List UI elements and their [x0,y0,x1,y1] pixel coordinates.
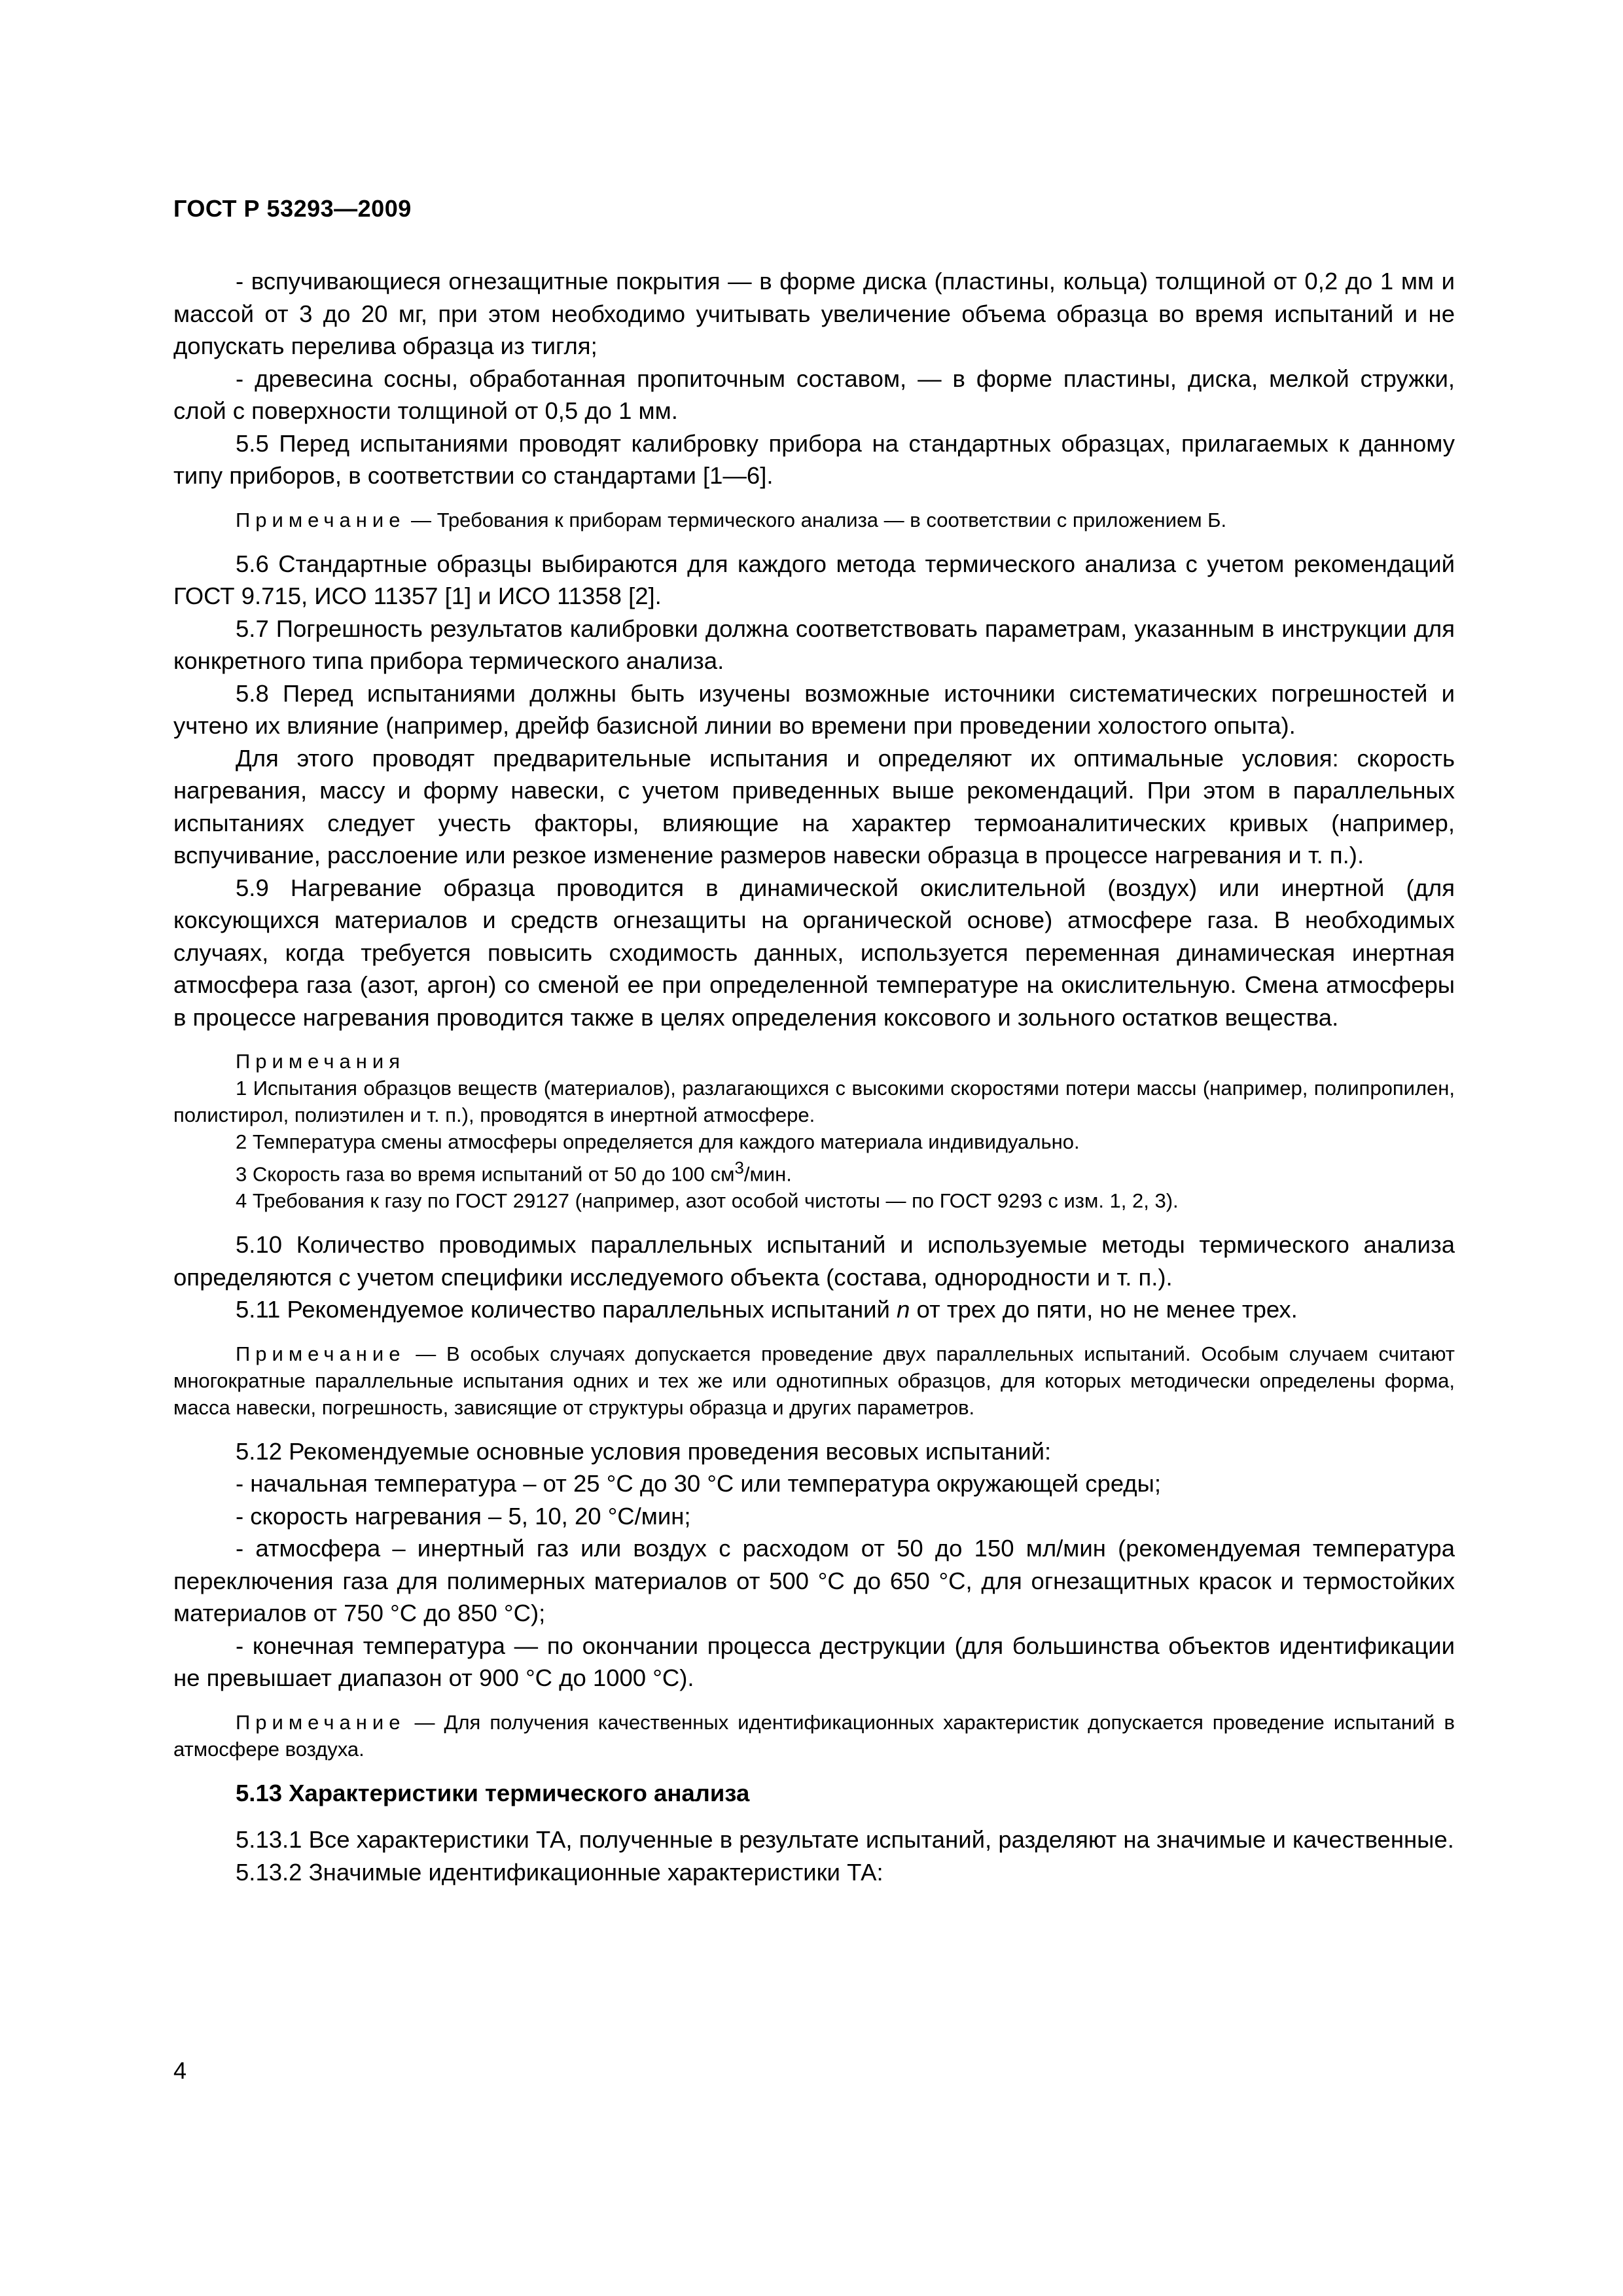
paragraph-text: 5.11 Рекомендуемое количество параллельных испытаний [236,1296,897,1323]
note-text: — Для получения качественных идентификационных характеристик допускается проведение испытаний в атмосфере воздуха. [173,1710,1455,1761]
note-text: — В особых случаях допускается проведение двух параллельных испытаний. Особым случаем считают многократные параллельные испытания одних и тех же или однотипных образцов, для которых методически определены форма, масса навески, погрешность, зависящие от структуры образца и других параметров. [173,1342,1455,1419]
notes-label [173,1048,1455,1075]
section-title: 5.13 Характеристики термического анализа [236,1779,750,1806]
paragraph: - вспучивающиеся огнезащитные покрытия — в форме диска (пластины, кольца) толщиной от 0,2 до 1 мм и массой от 3 до 20 мг, при этом необходимо учитывать увеличение объема образца во время испытаний и не допускать перелива образца из тигля; [173,268,1455,359]
note-label: Примечание [236,1710,406,1734]
note [173,1340,1455,1421]
paragraph: 5.6 Стандартные образцы выбираются для каждого метода термического анализа с учетом рекомендаций ГОСТ 9.715, ИСО 11357 [1] и ИСО 11358 [2]. [173,550,1455,609]
paragraph: - скорость нагревания – 5, 10, 20 °С/мин; [236,1502,691,1530]
paragraph [173,1293,1455,1326]
note-item: 1 Испытания образцов веществ (материалов), разлагающихся с высокими скоростями потери массы (например, полипропилен, полистирол, полиэтилен и т. п.), проводятся в инертной атмосфере. [173,1077,1455,1126]
paragraph-text: от трех до пяти, но не менее трех. [910,1296,1298,1323]
note-item-text: 3 Скорость газа во время испытаний от 50 до 100 см [236,1162,735,1186]
paragraph: 5.12 Рекомендуемые основные условия проведения весовых испытаний: [236,1437,1052,1465]
note-label: Примечание [236,508,406,531]
note [173,507,1455,533]
note-text: — Требования к приборам термического анализа — в соответствии с приложением Б. [405,508,1227,531]
note-item [173,1155,1455,1187]
superscript: 3 [734,1159,744,1177]
paragraph: - начальная температура – от 25 °С до 30 °С или температура окружающей среды; [236,1470,1161,1498]
paragraph: 5.13.2 Значимые идентификационные характеристики ТА: [236,1858,883,1886]
paragraph: Для этого проводят предварительные испытания и определяют их оптимальные условия: скорость нагревания, массу и форму навески, с учетом приведенных выше рекомендаций. При этом в параллельных испытаниях следует учесть факторы, влияющие на характер термоаналитических кривых (например, вспучивание, расслоение или резкое изменение размеров навески образца в процессе нагревания и т. п.). [173,744,1455,869]
paragraph: - древесина сосны, обработанная пропиточным составом, — в форме пластины, диска, мелкой стружки, слой с поверхности толщиной от 0,5 до 1 мм. [173,365,1455,424]
notes-label-text: Примечания [236,1050,405,1073]
paragraph: - атмосфера – инертный газ или воздух с расходом от 50 до 150 мл/мин (рекомендуемая температура переключения газа для полимерных материалов от 500 °С до 650 °С, для огнезащитных красок и термостойких материалов от 750 °С до 850 °С); [173,1535,1455,1627]
note-item: 4 Требования к газу по ГОСТ 29127 (например, азот особой чистоты — по ГОСТ 9293 с изм. 1, 2, 3). [236,1189,1179,1213]
variable: n [897,1296,910,1323]
note-item-tail: /мин. [743,1162,792,1186]
paragraph: 5.10 Количество проводимых параллельных испытаний и используемые методы термического анализа определяются с учетом специфики исследуемого объекта (состава, однородности и т. п.). [173,1231,1455,1291]
paragraph: - конечная температура — по окончании процесса деструкции (для большинства объектов идентификации не превышает диапазон от 900 °С до 1000 °С). [173,1632,1455,1692]
paragraph: 5.8 Перед испытаниями должны быть изучены возможные источники систематических погрешностей и учтено их влияние (например, дрейф базисной линии во времени при проведении холостого опыта). [173,679,1455,739]
paragraph: 5.7 Погрешность результатов калибровки должна соответствовать параметрам, указанным в инструкции для конкретного типа прибора термического анализа. [173,615,1455,674]
document-code-header: ГОСТ Р 53293—2009 [173,195,412,222]
paragraph: 5.5 Перед испытаниями проводят калибровку прибора на стандартных образцах, прилагаемых к данному типу приборов, в соответствии со стандартами [1—6]. [173,429,1455,489]
note-label: Примечание [236,1342,406,1365]
note-item: 2 Температура смены атмосферы определяется для каждого материала индивидуально. [236,1130,1080,1153]
page-number: 4 [173,2057,187,2084]
paragraph: 5.9 Нагревание образца проводится в динамической окислительной (воздух) или инертной (для коксующихся материалов и средств огнезащиты на органической основе) атмосфере газа. В необходимых случаях, когда требуется повысить сходимость данных, используется переменная динамическая инертная атмосфера газа (азот, аргон) со сменой ее при определенной температуре на окислительную. Смена атмосферы в процессе нагревания проводится также в целях определения коксового и зольного остатков вещества. [173,874,1455,1031]
document-body [173,265,1455,1888]
note [173,1709,1455,1763]
paragraph: 5.13.1 Все характеристики ТА, полученные в результате испытаний, разделяют на значимые и качественные. [236,1826,1454,1854]
